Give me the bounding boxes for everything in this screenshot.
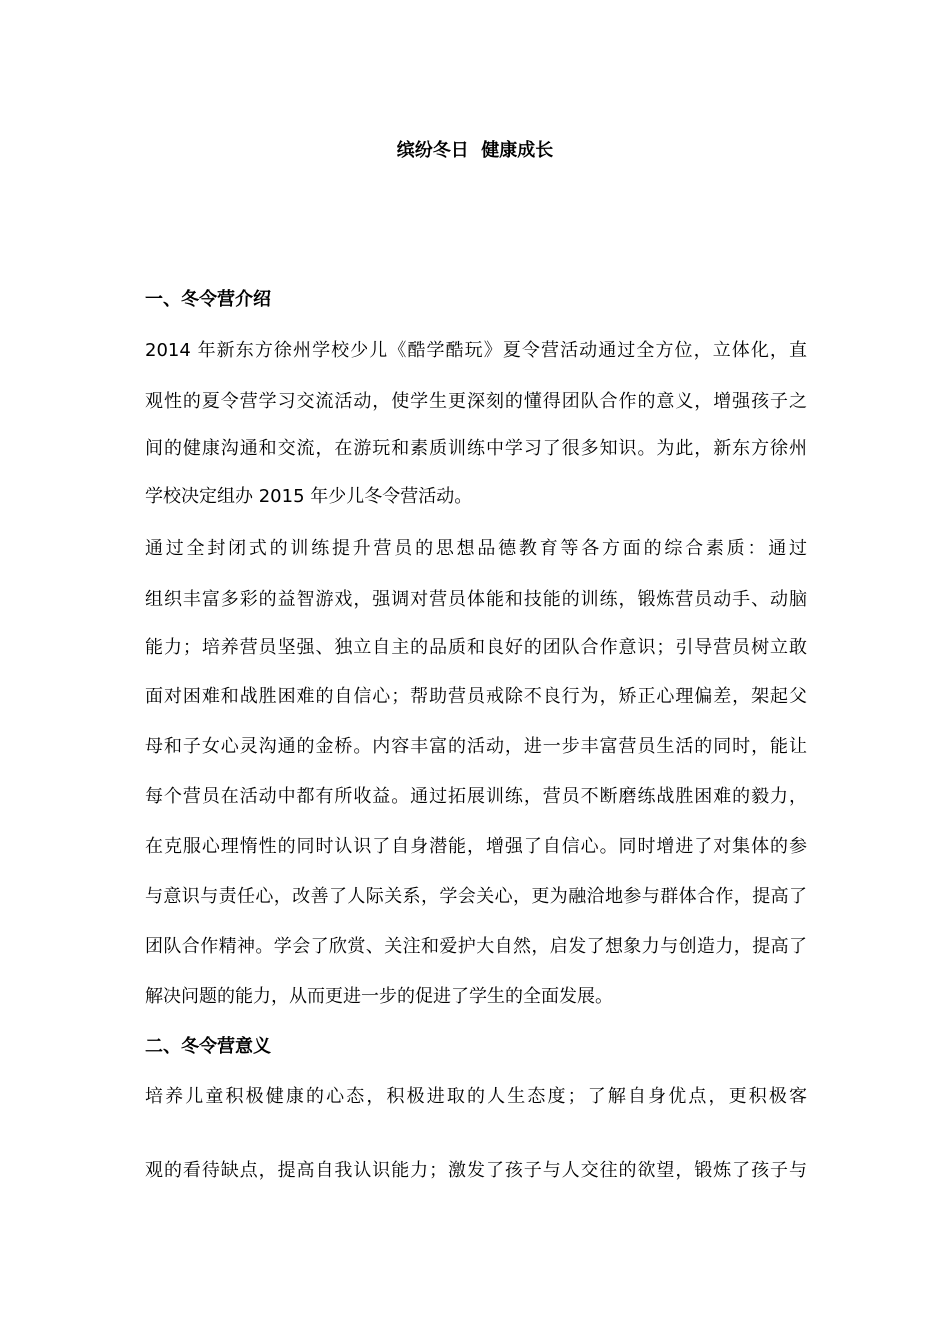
paragraph-line: 在克服心理惰性的同时认识了自身潜能，增强了自信心。同时增进了对集体的参 [145,836,807,857]
paragraph-line: 观性的夏令营学习交流活动，使学生更深刻的懂得团队合作的意义，增强孩子之 [145,391,807,412]
paragraph-line: 培养儿童积极健康的心态，积极进取的人生态度；了解自身优点，更积极客 [145,1086,807,1107]
paragraph-line: 学校决定组办 2015 年少儿冬令营活动。 [145,486,473,507]
paragraph-line: 团队合作精神。学会了欣赏、关注和爱护大自然，启发了想象力与创造力，提高了 [145,936,807,957]
section-heading-introduction: 一、冬令营介绍 [145,289,271,310]
paragraph-line: 间的健康沟通和交流，在游玩和素质训练中学习了很多知识。为此，新东方徐州 [145,438,807,459]
paragraph-line: 能力；培养营员坚强、独立自主的品质和良好的团队合作意识；引导营员树立敢 [145,637,807,658]
paragraph-line: 通过全封闭式的训练提升营员的思想品德教育等各方面的综合素质：通过 [145,538,807,559]
section-heading-significance: 二、冬令营意义 [145,1036,271,1057]
paragraph-line: 面对困难和战胜困难的自信心；帮助营员戒除不良行为，矫正心理偏差，架起父 [145,686,807,707]
paragraph-line: 每个营员在活动中都有所收益。通过拓展训练，营员不断磨练战胜困难的毅力， [145,786,807,807]
paragraph-line: 组织丰富多彩的益智游戏，强调对营员体能和技能的训练，锻炼营员动手、动脑 [145,589,807,610]
paragraph-line: 母和子女心灵沟通的金桥。内容丰富的活动，进一步丰富营员生活的同时，能让 [145,736,807,757]
paragraph-line: 2014 年新东方徐州学校少儿《酷学酷玩》夏令营活动通过全方位，立体化，直 [145,340,807,361]
paragraph-line: 解决问题的能力，从而更进一步的促进了学生的全面发展。 [145,986,613,1007]
document-title: 缤纷冬日 健康成长 [396,140,554,161]
paragraph-line: 观的看待缺点，提高自我认识能力；激发了孩子与人交往的欲望，锻炼了孩子与 [145,1160,807,1181]
paragraph-line: 与意识与责任心，改善了人际关系，学会关心，更为融洽地参与群体合作，提高了 [145,886,807,907]
